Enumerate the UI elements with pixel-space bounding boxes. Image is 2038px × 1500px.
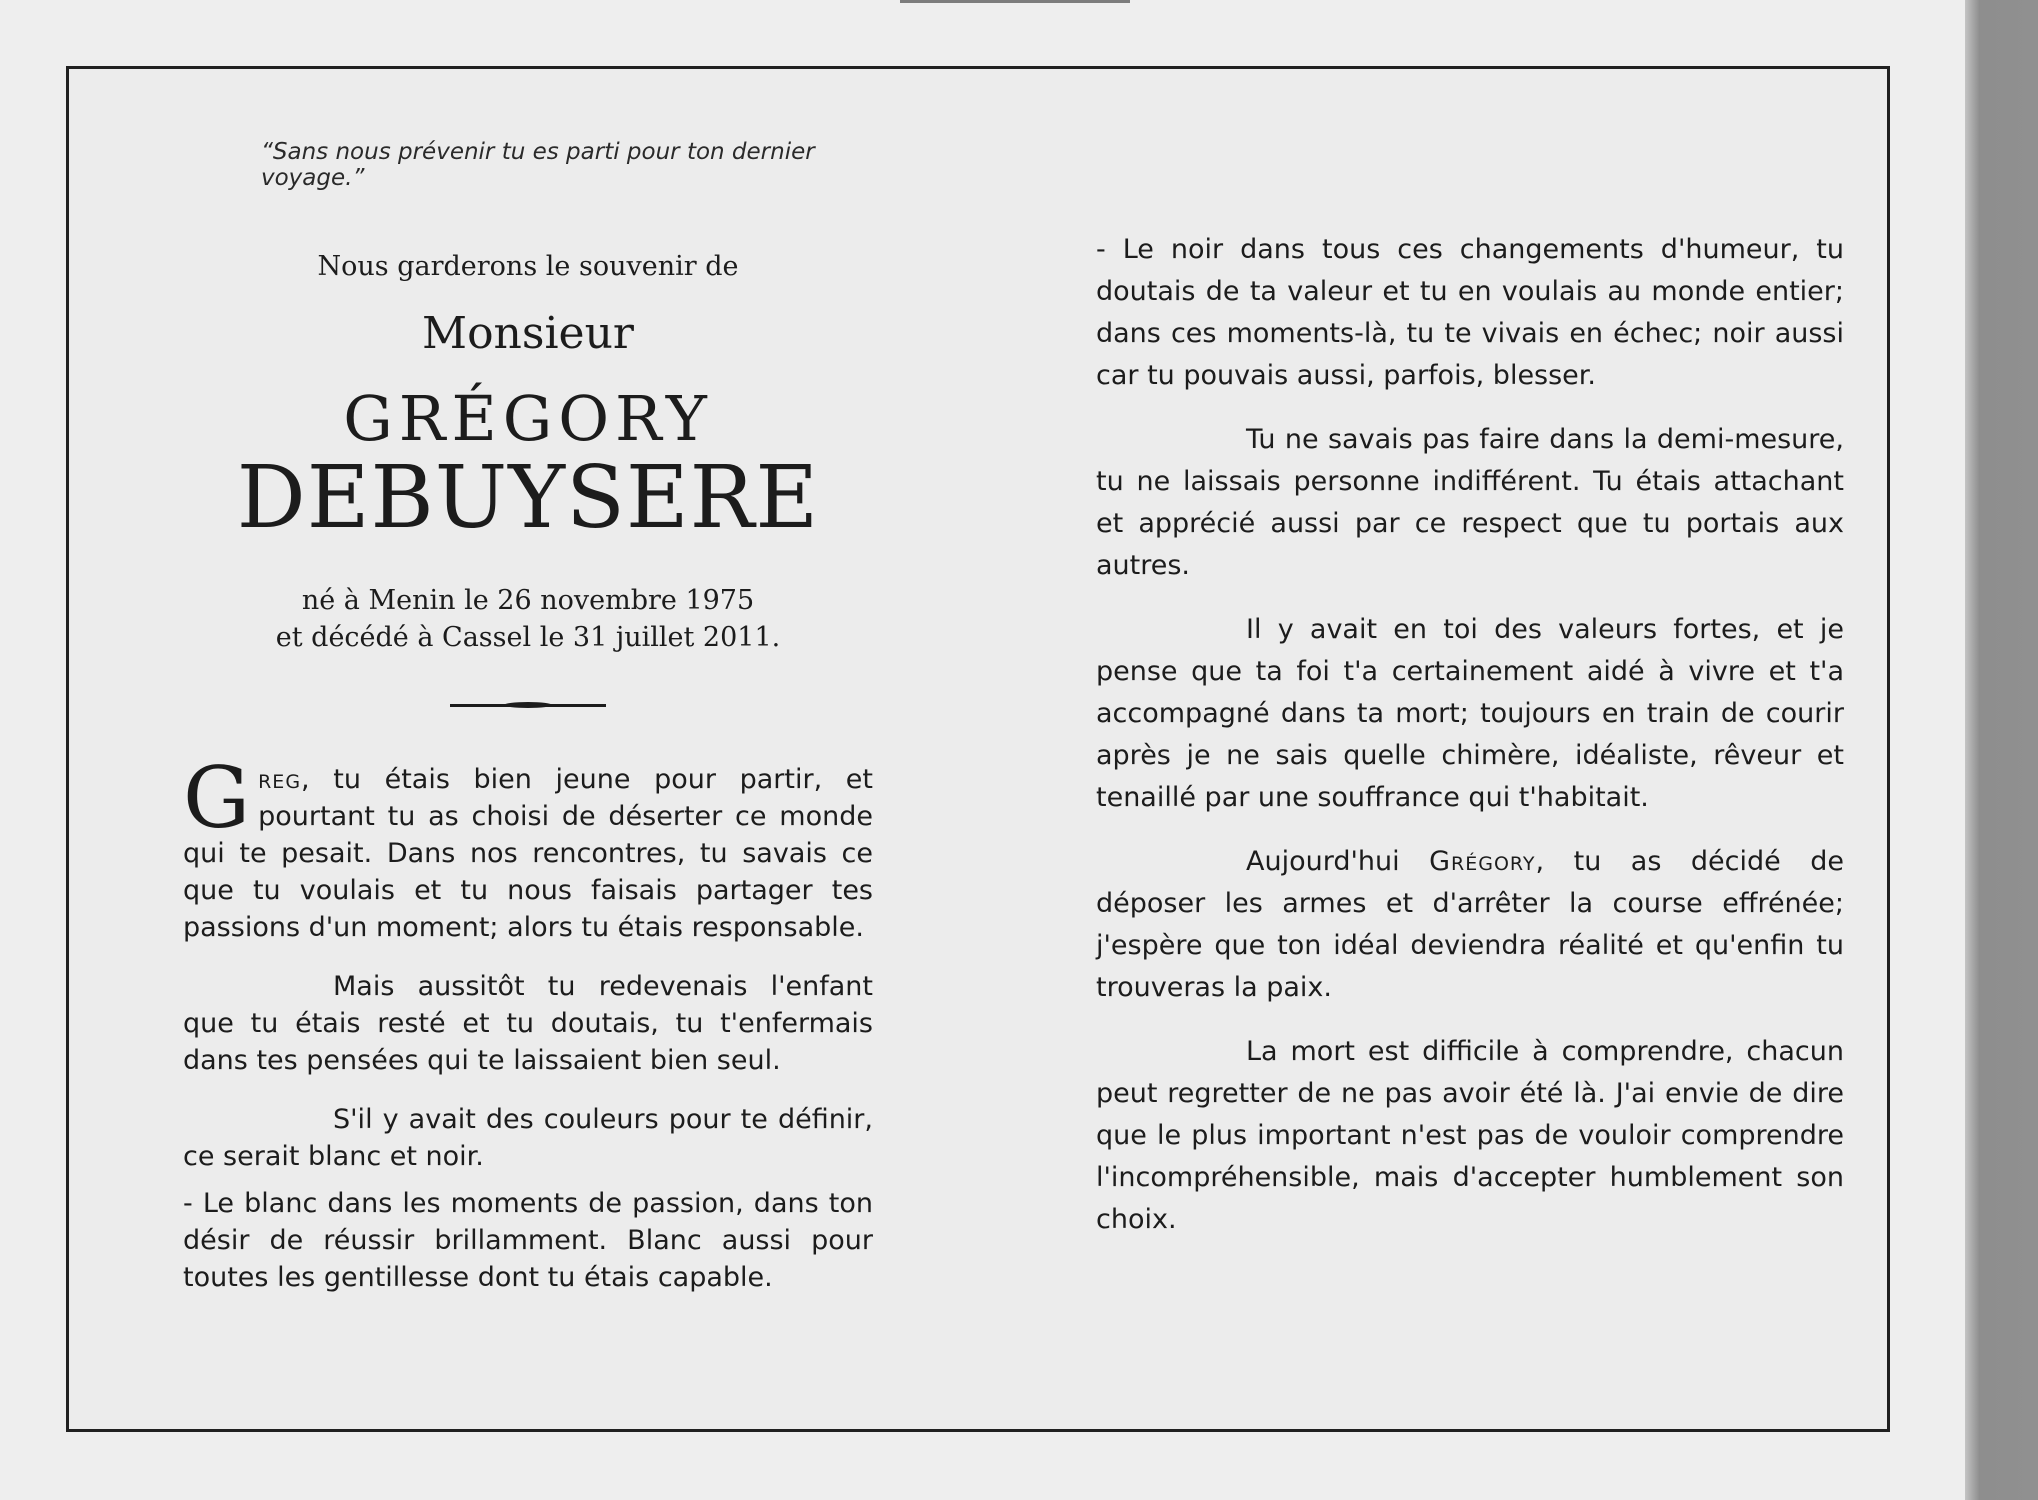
life-dates	[183, 583, 873, 656]
memorial-card	[66, 66, 1890, 1432]
paragraph-7: Il y avait en toi des valeurs fortes, et je pense que ta foi t'a certainement aidé à vivre et t'a accompagné dans ta mort; toujours en train de courir après je ne sais quelle chimère, idéaliste, rêveur et tenaillé par une souffrance qui t'habitait.	[1096, 614, 1844, 813]
first-name: GRÉGORY	[343, 382, 713, 455]
paragraph-1	[183, 749, 873, 946]
paragraph-6: Tu ne savais pas faire dans la demi-mesure, tu ne laissais personne indifférent. Tu étais attachant et apprécié aussi par ce respect que tu portais aux autres.	[1096, 424, 1844, 581]
paragraph-3: S'il y avait des couleurs pour te définir, ce serait blanc et noir.	[183, 1104, 873, 1173]
paragraph-4: - Le blanc dans les moments de passion, dans ton désir de réussir brillamment. Blanc aussi pour toutes les gentillesse dont tu étais capable.	[183, 1188, 873, 1294]
dropcap-continuation: reg	[258, 764, 302, 796]
paragraph-5: - Le noir dans tous ces changements d'humeur, tu doutais de ta valeur et tu en voulais au monde entier; dans ces moments-là, tu te vivais en échec; noir aussi car tu pouvais aussi, parfois, blesser.	[1096, 234, 1844, 391]
paragraph-8-text: , tu as décidé de déposer les armes et d'arrêter la course effrénée; j'espère que ton idéal deviendra réalité et qu'enfin tu trouveras la paix.	[1096, 846, 1844, 1003]
intro-line: Nous garderons le souvenir de	[317, 251, 739, 282]
epigraph: “Sans nous prévenir tu es parti pour ton dernier voyage.”	[261, 139, 815, 191]
scan-top-mark	[900, 0, 1130, 3]
death-line: et décédé à Cassel le 31 juillet 2011.	[275, 621, 781, 653]
ornament-divider	[450, 704, 606, 707]
drop-cap: G	[183, 749, 251, 848]
honorific: Monsieur	[422, 308, 634, 359]
left-column	[183, 139, 873, 1296]
paragraph-1-text: , tu étais bien jeune pour partir, et pourtant tu as choisi de déserter ce monde qui te pesait. Dans nos rencontres, tu savais ce que tu voulais et tu nous faisais partager tes passions d'un moment; alors tu étais responsable.	[183, 764, 873, 944]
paragraph-8	[1096, 841, 1844, 1009]
paragraph-8-start: Aujourd'hui	[1246, 846, 1430, 877]
deceased-name: Grégory	[1429, 846, 1536, 877]
paragraph-9: La mort est difficile à comprendre, chacun peut regretter de ne pas avoir été là. J'ai envie de dire que le plus important n'est pas de vouloir comprendre l'incompréhensible, mais d'accepter humblement son choix.	[1096, 1036, 1844, 1235]
right-column	[1096, 229, 1844, 1241]
scan-edge-shadow	[1965, 0, 2038, 1500]
name-header	[183, 251, 873, 707]
birth-line: né à Menin le 26 novembre 1975	[301, 585, 755, 617]
paragraph-2: Mais aussitôt tu redevenais l'enfant que tu étais resté et tu doutais, tu t'enfermais dans tes pensées qui te laissaient bien seul.	[183, 971, 873, 1077]
last-name: DEBUYSERE	[236, 448, 820, 549]
